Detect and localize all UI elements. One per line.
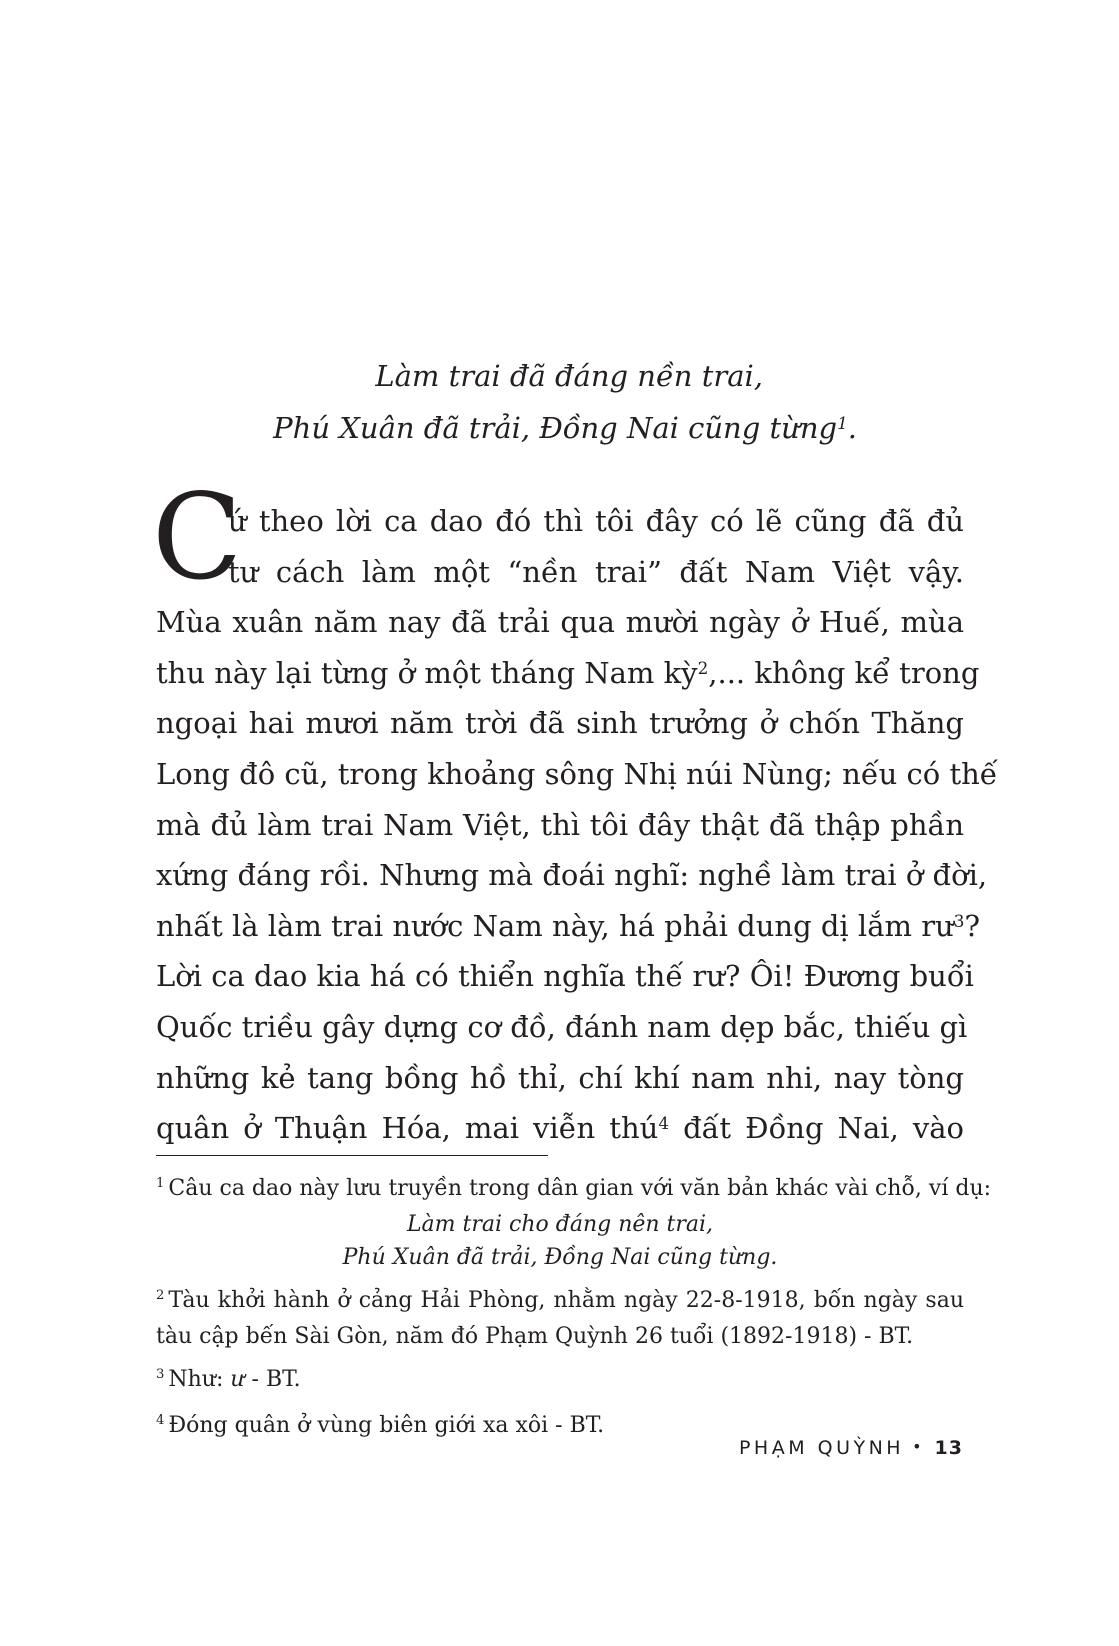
body-line-13-tail: đất Đồng Nai, vào <box>669 1111 964 1146</box>
footnote-1-body: Câu ca dao này lưu truyền trong dân gian với văn bản khác vài chỗ, ví dụ: <box>168 1176 992 1201</box>
body-line-4 <box>156 648 980 699</box>
footnotes <box>156 1172 992 1445</box>
running-footer <box>739 1437 963 1459</box>
body-paragraph <box>156 496 998 1154</box>
footnote-1 <box>156 1172 992 1274</box>
body-line-12: những kẻ tang bồng hồ thỉ, chí khí nam nhi, nay tòng <box>156 1060 964 1095</box>
footnote-ref-4: 4 <box>658 1112 670 1133</box>
footnote-4-number: 4 <box>156 1413 165 1429</box>
body-line-13 <box>156 1103 964 1154</box>
body-line-2: tư cách làm một “nền trai” đất Nam Việt vậy. <box>228 554 964 589</box>
footnote-2-body-1: Tàu khởi hành ở cảng Hải Phòng, nhằm ngày 22-8-1918, bốn ngày sau <box>168 1288 964 1313</box>
author-name: PHẠM QUỲNH <box>738 1437 905 1459</box>
body-line-5: ngoại hai mươi năm trời đã sinh trưởng ở chốn Thăng <box>156 706 964 741</box>
epigraph <box>160 350 960 454</box>
body-line-8: xứng đáng rồi. Nhưng mà đoái nghĩ: nghề làm trai ở đời, <box>156 858 988 893</box>
page-number: 13 <box>934 1437 963 1459</box>
drop-cap: C <box>152 468 243 606</box>
body-line-7: mà đủ làm trai Nam Việt, thì tôi đây thật đã thập phần <box>156 807 964 842</box>
body-line-11: Quốc triều gây dựng cơ đồ, đánh nam dẹp bắc, thiếu gì <box>156 1009 968 1044</box>
body-line-9-text: nhất là làm trai nước Nam này, há phải dung dị lắm rư <box>156 908 954 943</box>
bullet-separator: • <box>912 1437 925 1456</box>
footnote-ref-1: 1 <box>837 412 848 433</box>
footnote-3 <box>156 1363 964 1399</box>
footnote-2-line-2: tàu cập bến Sài Gòn, năm đó Phạm Quỳnh 26 tuổi (1892-1918) - BT. <box>156 1324 914 1349</box>
footnote-2 <box>156 1284 964 1353</box>
body-line-4-tail: ,... không kể trong <box>708 655 980 690</box>
footnote-2-line-1 <box>156 1284 964 1320</box>
body-line-9 <box>156 901 981 952</box>
body-line-9-tail: ? <box>964 908 981 943</box>
footnote-1-number: 1 <box>156 1176 165 1192</box>
footnote-3-number: 3 <box>156 1367 165 1383</box>
epigraph-line-1: Làm trai đã đáng nền trai, <box>375 359 763 393</box>
footnote-3-italic: ư <box>230 1367 245 1392</box>
body-line-1: ứ theo lời ca dao đó thì tôi đây có lẽ cũng đã đủ <box>228 504 964 538</box>
body-line-10: Lời ca dao kia há có thiển nghĩa thế rư? Ôi! Đương buổi <box>156 959 974 994</box>
footnote-1-verse-1: Làm trai cho đáng nên trai, <box>406 1212 714 1237</box>
body-line-3: Mùa xuân năm nay đã trải qua mười ngày ở Huế, mùa <box>156 605 964 640</box>
footnote-ref-2: 2 <box>697 657 709 678</box>
epigraph-line-2-text: Phú Xuân đã trải, Đồng Nai cũng từng <box>273 411 838 445</box>
footnote-separator <box>156 1155 548 1156</box>
footnote-3-suffix: - BT. <box>244 1367 301 1392</box>
footnote-1-verse-2: Phú Xuân đã trải, Đồng Nai cũng từng. <box>342 1245 778 1270</box>
footnote-ref-3: 3 <box>953 910 965 931</box>
body-line-4-text: thu này lại từng ở một tháng Nam kỳ <box>156 655 698 690</box>
body-line-6: Long đô cũ, trong khoảng sông Nhị núi Nùng; nếu có thế <box>156 756 998 791</box>
epigraph-line-2 <box>160 402 960 454</box>
footnote-3-line <box>156 1363 964 1399</box>
body-line-13-text: quân ở Thuận Hóa, mai viễn thú <box>156 1111 659 1146</box>
footnote-2-number: 2 <box>156 1288 165 1304</box>
epigraph-line-2-end: . <box>847 411 857 445</box>
footnote-1-text <box>156 1172 992 1208</box>
footnote-3-prefix: Như: <box>168 1367 231 1392</box>
footnote-4-body: Đóng quân ở vùng biên giới xa xôi - BT. <box>168 1413 605 1438</box>
